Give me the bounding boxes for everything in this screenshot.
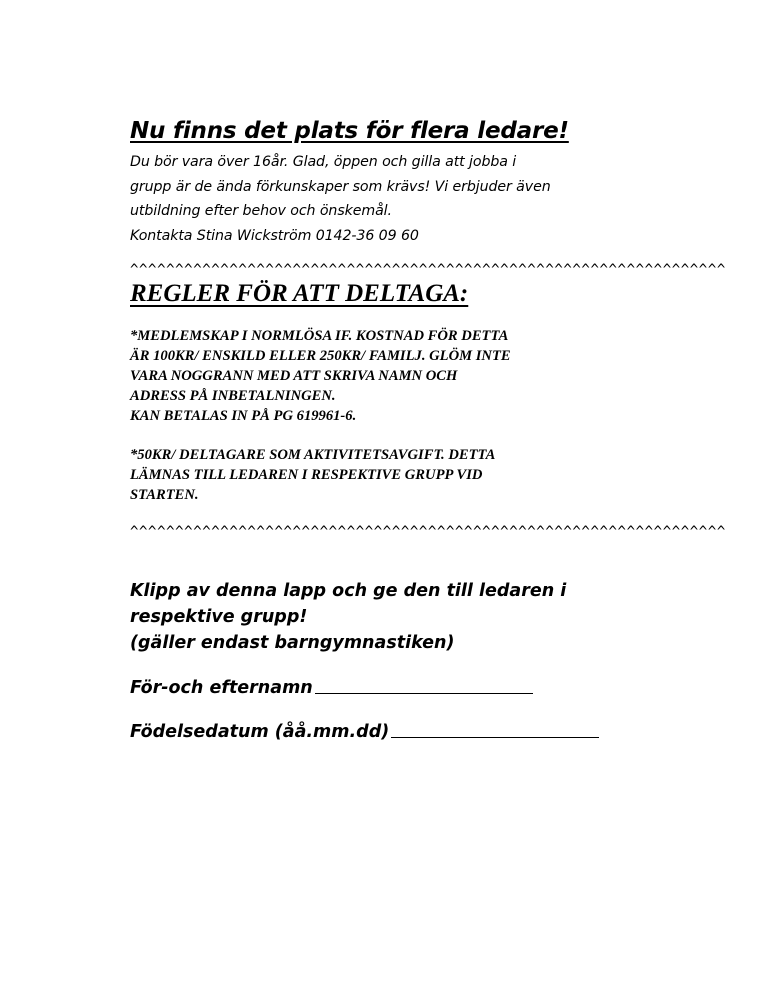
- rule-line: LÄMNAS TILL LEDAREN I RESPEKTIVE GRUPP VID: [130, 467, 483, 483]
- birthdate-blank-line[interactable]: [391, 736, 599, 738]
- name-field[interactable]: [130, 678, 670, 698]
- name-blank-line[interactable]: [315, 692, 533, 694]
- recruit-contact: Kontakta Stina Wickström 0142-36 09 60: [130, 227, 419, 244]
- rule-line: ADRESS PÅ INBETALNINGEN.: [130, 388, 336, 404]
- rule-membership: [130, 326, 670, 426]
- rule-line: *50KR/ DELTAGARE SOM AKTIVITETSAVGIFT. DETTA: [130, 447, 496, 463]
- caret-separator: ^^^^^^^^^^^^^^^^^^^^^^^^^^^^^^^^^^^^^^^^^^^^^^^^^^^^^^^^^^^^^^^^^^: [130, 524, 726, 540]
- clip-line: respektive grupp!: [130, 607, 308, 627]
- rule-line: VARA NOGGRANN MED ATT SKRIVA NAMN OCH: [130, 368, 458, 384]
- clip-line: (gäller endast barngymnastiken): [130, 633, 455, 653]
- birthdate-field[interactable]: [130, 722, 670, 742]
- clip-line: Klipp av denna lapp och ge den till ledaren i: [130, 581, 567, 601]
- recruit-text: [130, 150, 670, 248]
- rules-heading: REGLER FÖR ATT DELTAGA:: [130, 280, 469, 307]
- clip-instructions: [130, 578, 670, 656]
- birthdate-field-label: Födelsedatum (åå.mm.dd): [130, 722, 390, 742]
- recruit-line: utbildning efter behov och önskemål.: [130, 203, 392, 219]
- caret-separator: ^^^^^^^^^^^^^^^^^^^^^^^^^^^^^^^^^^^^^^^^^^^^^^^^^^^^^^^^^^^^^^^^^^: [130, 262, 726, 278]
- name-field-label: För-och efternamn: [130, 678, 313, 698]
- rule-line: *MEDLEMSKAP I NORMLÖSA IF. KOSTNAD FÖR DETTA: [130, 328, 509, 344]
- recruit-line: Du bör vara över 16år. Glad, öppen och gilla att jobba i: [130, 154, 517, 170]
- document-page: [130, 118, 726, 742]
- recruit-line: grupp är de ända förkunskaper som krävs! Vi erbjuder även: [130, 178, 551, 195]
- recruit-heading: Nu finns det plats för flera ledare!: [130, 118, 569, 144]
- rule-line: ÄR 100KR/ ENSKILD ELLER 250KR/ FAMILJ. GLÖM INTE: [130, 348, 511, 364]
- rule-line: KAN BETALAS IN PÅ PG 619961-6.: [130, 408, 357, 424]
- rule-line: STARTEN.: [130, 487, 199, 503]
- rule-activity-fee: [130, 445, 670, 505]
